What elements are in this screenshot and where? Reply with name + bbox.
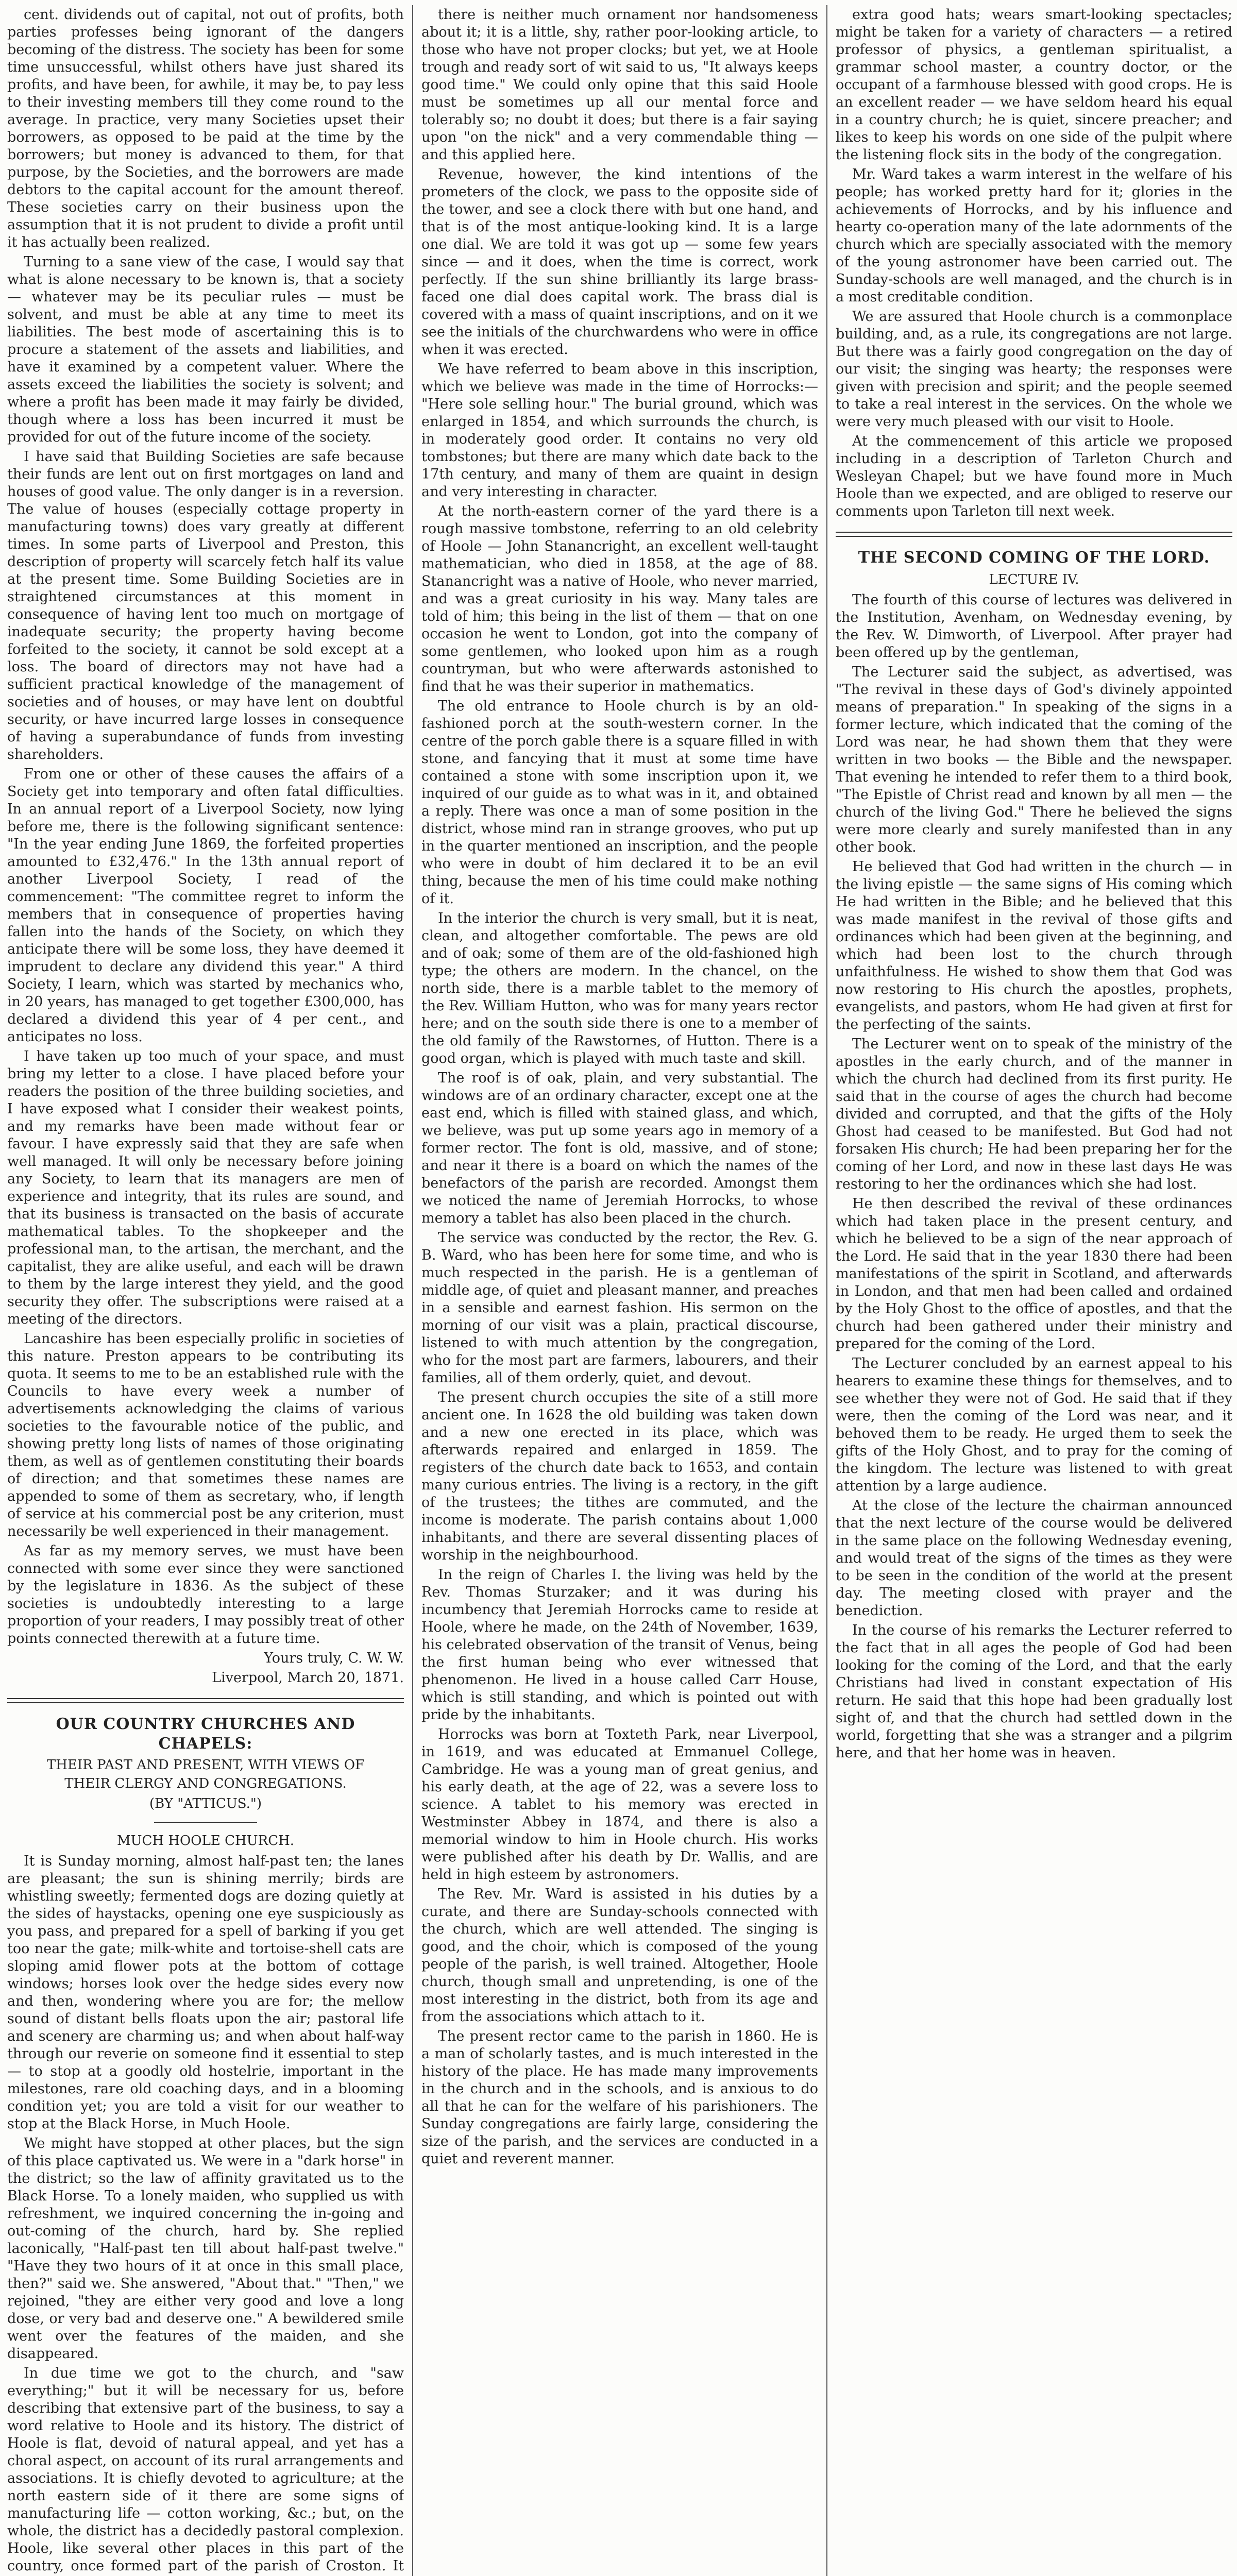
article-paragraph: It is Sunday morning, almost half-past ten; the lanes are pleasant; the sun is shining merrily; birds are whistling sweetly; fermented dogs are dozing quietly at the sides of haystacks, opening one eye suspiciously as you pass, and prepared for a spell of barking if you get too near the gate; milk-white and tortoise-shell cats are sloping amid flower pots at the bottom of cottage windows; horses look over the hedge sides every now and then, wondering where you are for; the mellow sound of distant bells floats upon the air; pastoral life and scenery are charming us; and when about half-way through our reverie on someone find it essential to step — to stop at a goodly old hostelrie, important in the milestones, rare old coaching days, and in a blooming condition yet; you are told a visit for our weather to stop at the Black Horse, in Much Hoole. — [7, 1853, 404, 2132]
article-paragraph: In the interior the church is very small, but it is neat, clean, and altogether comfortable. The pews are old and of oak; some of them are of the old-fashioned high type; the others are modern. In the chancel, on the north side, there is a marble tablet to the memory of the Rev. William Hutton, who was for many years rector here; and on the south side there is one to a member of the old family of the Rawstornes, of Hutton. There is a good organ, which is played with much taste and skill. — [421, 910, 818, 1066]
column-rule — [412, 5, 413, 2576]
article-paragraph: We have referred to beam above in this inscription, which we believe was made in the time of Horrocks:— "Here sole selling hour." The burial ground, which was enlarged in 1854, and which surrounds the church, is in moderately good order. It contains no very old tombstones; but there are many which date back to the 17th century, and many of them are quaint in design and very interesting in character. — [421, 361, 818, 500]
article-paragraph: In the reign of Charles I. the living was held by the Rev. Thomas Sturzaker; and it was during his incumbency that Jeremiah Horrocks came to reside at Hoole, where he made, on the 24th of November, 1639, his celebrated observation of the transit of Venus, being the first human being who ever witnessed that phenomenon. He lived in a house called Carr House, which is still standing, and which is pointed out with pride by the inhabitants. — [421, 1567, 818, 1723]
letter-dateline: Liverpool, March 20, 1871. — [212, 1670, 404, 1686]
article-paragraph: The service was conducted by the rector, the Rev. G. B. Ward, who has been here for some time, and who is much respected in the parish. He is a gentleman of middle age, of quiet and pleasant manner, and preaches in a sensible and earnest fashion. His sermon on the morning of our visit was a plain, practical discourse, listened to with much attention by the congregation, who for the most part are farmers, labourers, and their families, all of them orderly, quiet, and devout. — [421, 1230, 818, 1386]
article-paragraph: As far as my memory serves, we must have been connected with some ever since they were sanctioned by the legislature in 1836. As the subject of these societies is undoubtedly interesting to a large proportion of your readers, I may possibly treat of other points connected therewith at a future time. — [7, 1543, 404, 1647]
article-paragraph: The Lecturer went on to speak of the ministry of the apostles in the early church, and of the manner in which the church had declined from its first purity. He said that in the course of ages the church had become divided and corrupted, and that the gifts of the Holy Ghost had ceased to be manifested. But God had not forsaken His church; He had been preparing her for the coming of her Lord, and now in these last days He was restoring to her the ordinances which she had lost. — [836, 1036, 1232, 1192]
article-paragraph: The fourth of this course of lectures was delivered in the Institution, Avenham, on Wednesday evening, by the Rev. W. Dimworth, of Liverpool. After prayer had been offered up by the gentleman, — [836, 592, 1232, 660]
article-paragraph: He then described the revival of these ordinances which had taken place in the present century, and which he believed to be a sign of the near approach of the Lord. He said that in the year 1830 there had been manifestations of the spirit in Scotland, and afterwards in London, and that men had been called and ordained by the Holy Ghost to the office of apostles, and that the church had been gathered under their ministry and prepared for the coming of the Lord. — [836, 1196, 1232, 1352]
article-paragraph: At the close of the lecture the chairman announced that the next lecture of the course would be delivered in the same place on the following Wednesday evening, and would treat of the signs of the times as they were to be seen in the condition of the world at the present day. The meeting closed with prayer and the benediction. — [836, 1498, 1232, 1619]
article-paragraph: The Lecturer said the subject, as advertised, was "The revival in these days of God's divinely appointed means of preparation." In speaking of the signs in a former lecture, which indicated that the coming of the Lord was near, he had shown them that they were written in two books — the Bible and the newspaper. That evening he intended to refer them to a third book, "The Epistle of Christ read and known by all men — the church of the living God." There he believed the signs were more clearly and surely manifested than in any other book. — [836, 664, 1232, 855]
article-paragraph: Mr. Ward takes a warm interest in the welfare of his people; has worked pretty hard for it; glories in the achievements of Horrocks, and by his influence and hearty co-operation many of the late adornments of the church which are specially associated with the memory of the young astronomer have been carried out. The Sunday-schools are well managed, and the church is in a most creditable condition. — [836, 166, 1232, 305]
article-paragraph: extra good hats; wears smart-looking spectacles; might be taken for a variety of characters — a retired professor of physics, a gentleman spiritualist, a grammar school master, a country doctor, or the occupant of a farmhouse blessed with good crops. He is an excellent reader — we have seldom heard his equal in a country church; he is quiet, sincere preacher; and likes to keep his words on one side of the pulpit where the listening flock sits in the body of the congregation. — [836, 7, 1232, 163]
article-paragraph: In due time we got to the church, and "saw everything;" but it will be necessary for us, before describing that extensive part of the business, to say a word relative to Hoole and its history. The district of Hoole is flat, devoid of natural appeal, and yet has a choral aspect, on account of its rural arrangements and associations. It is chiefly devoted to agriculture; at the north eastern side of it there are some signs of manufacturing life — cotton working, &c.; but, on the whole, the district has a decidedly pastoral complexion. Hoole, like several other places in this part of the country, once formed part of the parish of Croston. It — [7, 2365, 404, 2574]
column-left — [7, 6, 404, 2576]
article-byline: (BY "ATTICUS.") — [149, 1796, 262, 1811]
article-paragraph: there is neither much ornament nor handsomeness about it; it is a little, shy, rather poor-looking article, to those who have not proper clocks; but yet, we at Hoole trough and ready sort of wit said to us, "It always keeps good time." We could only opine that this said Hoole must be sometimes up all our mental force and tolerably so; no doubt it does; but there is a fair saying upon "on the nick" and a very commendable thing — and this applied here. — [421, 7, 818, 163]
short-divider — [154, 1822, 257, 1823]
column-right — [836, 6, 1232, 2576]
article-paragraph: We are assured that Hoole church is a commonplace building, and, as a rule, its congregations are not large. But there was a fairly good congregation on the day of our visit; the singing was hearty; the responses were given with precision and spirit; and the people seemed to take a real interest in the services. On the whole we were very much pleased with our visit to Hoole. — [836, 309, 1232, 430]
article-paragraph: We might have stopped at other places, but the sign of this place captivated us. We were in a "dark horse" in the district; so the law of affinity gravitated us to the Black Horse. To a lonely maiden, who supplied us with refreshment, we inquired concerning the in-going and out-coming of the church, hard by. She replied laconically, "Half-past ten till about half-past twelve." "Have they two hours of it at once in this small place, then?" said we. She answered, "About that." "Then," we rejoined, "they are either very good and love a long dose, or very bad and deserve one." A bewildered smile went over the features of the maiden, and she disappeared. — [7, 2136, 404, 2362]
article-paragraph: The roof is of oak, plain, and very substantial. The windows are of an ordinary character, except one at the east end, which is filled with stained glass, and which, we believe, was put up some years ago in memory of a former rector. The font is old, massive, and of stone; and near it there is a board on which the names of the benefactors of the parish are recorded. Amongst them we noticed the name of Jeremiah Horrocks, to whose memory a tablet has also been placed in the church. — [421, 1070, 818, 1226]
article-paragraph: The old entrance to Hoole church is by an old-fashioned porch at the south-western corner. In the centre of the porch gable there is a square filled in with stone, and fancying that it must at some time have contained a stone with some inscription upon it, we inquired of our guide as to what was in it, and obtained a reply. There was once a man of some position in the district, whose mind ran in strange grooves, who put up in the quarter mentioned an inscription, and the people who were in doubt of him declared it to be an evil thing, because the men of his time could make nothing of it. — [421, 698, 818, 907]
article-subtitle: THEIR CLERGY AND CONGREGATIONS. — [64, 1776, 347, 1791]
letter-signature: Yours truly, C. W. W. — [264, 1650, 404, 1666]
section-divider — [7, 1698, 404, 1703]
article-paragraph: At the north-eastern corner of the yard there is a rough massive tombstone, referring to an old celebrity of Hoole — John Stanancright, an excellent well-taught mathematician, who died in 1858, at the age of 88. Stanancright was a native of Hoole, who never married, and was a great curiosity in his way. Many tales are told of him; this being in the list of them — that on one occasion he went to London, got into the company of some gentlemen, who looked upon him as a rough countryman, but who were afterwards astonished to find that he was their superior in mathematics. — [421, 503, 818, 694]
article-paragraph: cent. dividends out of capital, not out of profits, both parties professes being ignorant of the dangers becoming of the distress. The society has been for some time unsuccessful, whilst others have just shared its profits, and have been, for awhile, it may be, to pay less to their investing members till they come round to the average. In practice, very many Societies upset their borrowers, as opposed to be paid at the time by the borrowers; but money is advanced to them, for that purpose, by the Societies, and the borrowers are made debtors to the capital account for the amount thereof. These societies carry on their business upon the assumption that it is not prudent to divide a profit until it has actually been realized. — [7, 7, 404, 250]
article-paragraph: I have taken up too much of your space, and must bring my letter to a close. I have placed before your readers the position of the three building societies, and I have exposed what I consider their weakest points, and my remarks have been made without fear or favour. I have expressly said that they are safe when well managed. It will only be necessary before joining any Society, to learn that its managers are men of experience and integrity, that its rules are sound, and that its business is transacted on the basis of accurate mathematical tables. To the shopkeeper and the professional man, to the artisan, the merchant, and the capitalist, they are alike useful, and each will be drawn to them by the large interest they yield, and the good security they offer. The subscriptions were raised at a meeting of the directors. — [7, 1048, 404, 1327]
article-paragraph: I have said that Building Societies are safe because their funds are lent out on first mortgages on land and houses of good value. The only danger is in a reversion. The value of houses (especially cottage property in manufacturing towns) does vary greatly at different times. In some parts of Liverpool and Preston, this description of property will scarcely fetch half its value at the present time. Some Building Societies are in straightened circumstances at this moment in consequence of having lent too much on mortgage of inadequate security; the property having become forfeited to the society, it cannot be sold except at a loss. The board of directors may not have had a sufficient practical knowledge of the management of societies and of houses, or may have lent on doubtful security, or have incurred large losses in consequence of having a superabundance of funds from investing shareholders. — [7, 449, 404, 762]
article-title: OUR COUNTRY CHURCHES AND CHAPELS: — [56, 1715, 355, 1753]
article-section-title: MUCH HOOLE CHURCH. — [116, 1833, 295, 1849]
lecture-number: LECTURE IV. — [989, 572, 1079, 587]
article-paragraph: Horrocks was born at Toxteth Park, near Liverpool, in 1619, and was educated at Emmanuel College, Cambridge. He was a young man of great genius, and his early death, at the age of 22, was a severe loss to science. A tablet to his memory was erected in Westminster Abbey in 1874, and there is also a memorial window to him in Hoole church. His works were published after his death by Dr. Wallis, and are held in high esteem by astronomers. — [421, 1726, 818, 1883]
article-paragraph: The Lecturer concluded by an earnest appeal to his hearers to examine these things for themselves, and to see whether they were not of God. He said that if they were, then the coming of the Lord was near, and it behoved them to be ready. He urged them to seek the gifts of the Holy Ghost, and to pray for the coming of the kingdom. The lecture was listened to with great attention by a large audience. — [836, 1355, 1232, 1494]
article-paragraph: Lancashire has been especially prolific in societies of this nature. Preston appears to be contributing its quota. It seems to me to be an established rule with the Councils to have every week a number of advertisements acknowledging the claims of various societies to the favourable notice of the public, and showing pretty long lists of names of those originating them, as well as of gentlemen constituting their boards of direction; and that sometimes these names are appended to some of them as secretary, who, if length of service at his commercial post be any criterion, must necessarily be well experienced in their management. — [7, 1331, 404, 1539]
column-rule — [826, 5, 827, 2576]
article-paragraph: The present rector came to the parish in 1860. He is a man of scholarly tastes, and is much interested in the history of the place. He has made many improvements in the church and in the schools, and is anxious to do all that he can for the welfare of his parishioners. The Sunday congregations are fairly large, considering the size of the parish, and the services are conducted in a quiet and reverent manner. — [421, 2028, 818, 2167]
article-paragraph: At the commencement of this article we proposed including in a description of Tarleton Church and Wesleyan Chapel; but we have found more in Much Hoole than we expected, and are obliged to reserve our comments upon Tarleton till next week. — [836, 433, 1232, 519]
article-title: THE SECOND COMING OF THE LORD. — [858, 549, 1210, 567]
section-divider — [836, 532, 1232, 537]
article-paragraph: He believed that God had written in the church — in the living epistle — the same signs of His coming which He had written in the Bible; and he believed that this was made manifest in the revival of those gifts and ordinances which had been given at the beginning, and which had been lost to the church through unfaithfulness. He wished to show them that God was now restoring to His church the apostles, prophets, evangelists, and pastors, whom He had given at first for the perfecting of the saints. — [836, 859, 1232, 1032]
article-paragraph: From one or other of these causes the affairs of a Society get into temporary and often fatal difficulties. In an annual report of a Liverpool Society, now lying before me, there is the following significant sentence: "In the year ending June 1869, the forfeited properties amounted to £32,476." In the 13th annual report of another Liverpool Society, I read of the commencement: "The committee regret to inform the members that in consequence of properties having fallen into the hands of the Society, on which they anticipate there will be some loss, they have deemed it imprudent to declare any dividend this year." A third Society, I learn, which was started by mechanics who, in 20 years, has managed to get together £300,000, has declared a dividend this year of 4 per cent., and anticipates no loss. — [7, 766, 404, 1045]
article-paragraph: Turning to a sane view of the case, I would say that what is alone necessary to be known is, that a society — whatever may be its peculiar rules — must be solvent, and must be able at any time to meet its liabilities. The best mode of ascertaining this is to procure a statement of the assets and liabilities, and have it examined by a competent valuer. Where the assets exceed the liabilities the society is solvent; and where a profit has been made it may fairly be divided, though where a loss has been incurred it must be provided for out of the future income of the society. — [7, 254, 404, 445]
article-paragraph: The present church occupies the site of a still more ancient one. In 1628 the old building was taken down and a new one erected in its place, which was afterwards repaired and enlarged in 1859. The registers of the church date back to 1653, and contain many curious entries. The living is a rectory, in the gift of the trustees; the tithes are commuted, and the income is moderate. The parish contains about 1,000 inhabitants, and there are several dissenting places of worship in the neighbourhood. — [421, 1389, 818, 1563]
column-middle — [421, 6, 818, 2576]
article-paragraph: The Rev. Mr. Ward is assisted in his duties by a curate, and there are Sunday-schools connected with the church, which are well attended. The singing is good, and the choir, which is composed of the young people of the parish, is well trained. Altogether, Hoole church, though small and unpretending, is one of the most interesting in the district, both from its age and from the associations which attach to it. — [421, 1886, 818, 2025]
article-subtitle: THEIR PAST AND PRESENT, WITH VIEWS OF — [46, 1757, 365, 1773]
article-paragraph: In the course of his remarks the Lecturer referred to the fact that in all ages the people of God had been looking for the coming of the Lord, and that the early Christians had lived in constant expectation of His return. He said that this hope had been gradually lost sight of, and that the church had settled down in the world, forgetting that she was a stranger and a pilgrim here, and that her home was in heaven. — [836, 1622, 1232, 1761]
article-paragraph: Revenue, however, the kind intentions of the prometers of the clock, we pass to the opposite side of the tower, and see a clock there with but one hand, and that is of the most antique-looking kind. It is a large one dial. We are told it was got up — some few years since — and it does, when the time is correct, work perfectly. If the sun shine brilliantly its large brass-faced one dial does capital work. The brass dial is covered with a mass of quaint inscriptions, and on it we see the initials of the churchwardens who were in office when it was erected. — [421, 166, 818, 358]
